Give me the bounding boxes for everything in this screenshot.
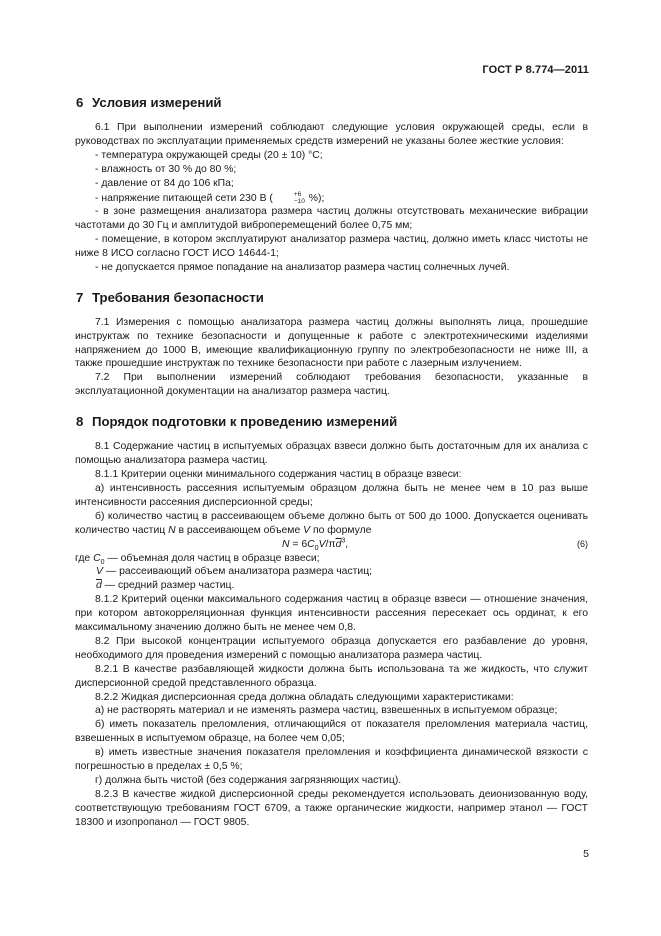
formula-slash: / xyxy=(325,538,329,550)
voltage-prefix: - напряжение питающей сети 230 В ( xyxy=(95,192,273,204)
where-d-text: — средний размер частиц. xyxy=(101,580,235,592)
formula-c-sub: 0 xyxy=(314,544,319,552)
where-c-sub: 0 xyxy=(100,558,105,566)
section-7-number: 7 xyxy=(76,289,84,305)
para-8-2-2: 8.2.2 Жидкая дисперсионная среда должна обладать следующими характеристиками: xyxy=(95,691,514,703)
voltage-tolerance xyxy=(274,191,305,205)
formula-6 xyxy=(282,538,348,552)
formula-v: V xyxy=(318,538,326,550)
list-item-cleanroom: - помещение, в котором эксплуатируют анализатор размера частиц, должно иметь класс чистоты не ниже 8 ИСО согласно ГОСТ ИСО 14644-1; xyxy=(75,234,588,259)
page-number: 5 xyxy=(583,848,589,860)
where-line-c0 xyxy=(75,552,588,566)
section-7-title: Требования безопасности xyxy=(92,289,264,305)
list-item-temperature: - температура окружающей среды (20 ± 10) °С; xyxy=(95,149,323,161)
list-item-voltage xyxy=(75,191,588,206)
section-8-heading xyxy=(75,414,588,430)
para-8-1-1-b-text-1: б) количество частиц в рассеивающем объеме должно быть от 500 до 1000. Допускается оценивать количество частиц xyxy=(75,510,588,536)
para-8-2-2-g: г) должна быть чистой (без содержания загрязняющих частиц). xyxy=(95,775,402,786)
formula-d: $\overline{d}$ xyxy=(335,538,342,550)
formula-d-sup: 3 xyxy=(341,537,346,545)
document-body xyxy=(75,95,588,830)
section-8-title: Порядок подготовки к проведению измерений xyxy=(92,414,398,430)
formula-6-number: (6) xyxy=(577,538,588,549)
para-8-2: 8.2 При высокой концентрации испытуемого образца допускается его разбавление до уровня, необходимого для проведения измерений с помощью анализатора размера частиц. xyxy=(75,635,588,661)
para-6-1: 6.1 При выполнении измерений соблюдают следующие условия окружающей среды, если в руководствах по эксплуатации применяемых средств измерений не указаны более жесткие условия: xyxy=(75,122,588,147)
section-6-heading xyxy=(75,95,588,111)
para-8-1-1-b xyxy=(75,510,588,538)
para-8-2-3: 8.2.3 В качестве жидкой дисперсионной среды рекомендуется использовать деионизованную воду, соответствующую требованиям ГОСТ 6709, а также органические жидкости, например этанол — ГОСТ 18300 и изопропанол — ГОСТ 9805. xyxy=(75,788,588,828)
voltage-plus: +6 xyxy=(293,190,302,198)
section-6-title: Условия измерений xyxy=(92,95,222,110)
symbol-v: V xyxy=(303,524,311,536)
document-header-standard-id: ГОСТ Р 8.774—2011 xyxy=(482,64,589,76)
para-8-1-1-a: а) интенсивность рассеяния испытуемым образцом должна быть не менее чем в 10 раз выше интенсивности рассеяния дисперсионной среды; xyxy=(75,482,588,508)
formula-pi: π xyxy=(328,538,336,550)
voltage-minus: −10 xyxy=(293,197,305,205)
where-c-text: — объемная доля частиц в образце взвеси; xyxy=(104,552,320,564)
symbol-n: N xyxy=(168,524,176,536)
para-8-2-1: 8.2.1 В качестве разбавляющей жидкости должна быть использована та же жидкость, что служит дисперсионной средой представленного образца. xyxy=(75,663,588,689)
para-8-1-1-b-text-2: в рассеивающем объеме xyxy=(175,524,304,536)
where-line-v xyxy=(75,565,588,579)
list-item-sunlight: - не допускается прямое попадание на анализатор размера частиц солнечных лучей. xyxy=(95,261,510,273)
voltage-suffix: %); xyxy=(305,192,325,204)
where-d-symbol: $\overline{d}$ xyxy=(96,580,102,592)
formula-lhs: N xyxy=(282,538,290,550)
para-8-1-2: 8.1.2 Критерий оценки максимального содержания частиц в образце взвеси — отношение значения, при котором автокорреляционная функция интенсивности рассеяния пересекает ось ординат, к его максимальному значению должно быть не менее чем 0,8. xyxy=(75,594,588,634)
para-8-1-1-b-text-3: по формуле xyxy=(310,524,372,536)
list-item-vibration: - в зоне размещения анализатора размера частиц должны отсутствовать механические вибрации частотами до 30 Гц и амплитудой виброперемещений более 0,75 мм; xyxy=(75,206,588,232)
para-8-1: 8.1 Содержание частиц в испытуемых образцах взвеси должно быть достаточным для их анализа с помощью анализатора размера частиц. xyxy=(75,441,588,467)
para-8-1-1: 8.1.1 Критерии оценки минимального содержания частиц в образце взвеси: xyxy=(95,468,462,480)
section-6-number: 6 xyxy=(76,95,84,110)
list-item-pressure: - давление от 84 до 106 кПа; xyxy=(95,177,234,189)
formula-c: C xyxy=(307,538,315,550)
section-8-number: 8 xyxy=(76,414,84,430)
where-v-symbol: V xyxy=(96,566,103,578)
formula-eq: = 6 xyxy=(289,538,308,550)
where-v-text: — рассеивающий объем анализатора размера частиц; xyxy=(102,566,373,578)
where-line-d xyxy=(75,579,588,593)
section-7-heading xyxy=(75,290,588,306)
para-7-2: 7.2 При выполнении измерений соблюдают требования безопасности, указанные в эксплуатационной документации на анализатор размера частиц. xyxy=(75,372,588,398)
formula-6-row xyxy=(75,538,588,552)
formula-end: , xyxy=(345,538,349,550)
where-prefix: где xyxy=(75,552,94,564)
para-7-1: 7.1 Измерения с помощью анализатора размера частиц должны выполнять лица, прошедшие инструктаж по технике безопасности и допущенные к работе с электротехническими изделиями напряжением до 1000 В, имеющие квалификационную группу по электробезопасности не ниже III, а также прошедшие инструктаж по технике безопасности при работе с лазерным излучением. xyxy=(75,316,588,370)
para-8-2-2-a: а) не растворять материал и не изменять размера частиц, взвешенных в испытуемом образце; xyxy=(95,705,558,717)
list-item-humidity: - влажность от 30 % до 80 %; xyxy=(95,163,237,175)
para-8-2-2-v: в) иметь известные значения показателя преломления и коэффициента динамической вязкости с погрешностью в пределах ± 0,5 %; xyxy=(75,747,588,773)
where-c-symbol: C xyxy=(93,552,101,564)
para-8-2-2-b: б) иметь показатель преломления, отличающийся от показателя преломления материала частиц, взвешенных в испытуемом образце, на более чем 0,05; xyxy=(75,719,588,745)
